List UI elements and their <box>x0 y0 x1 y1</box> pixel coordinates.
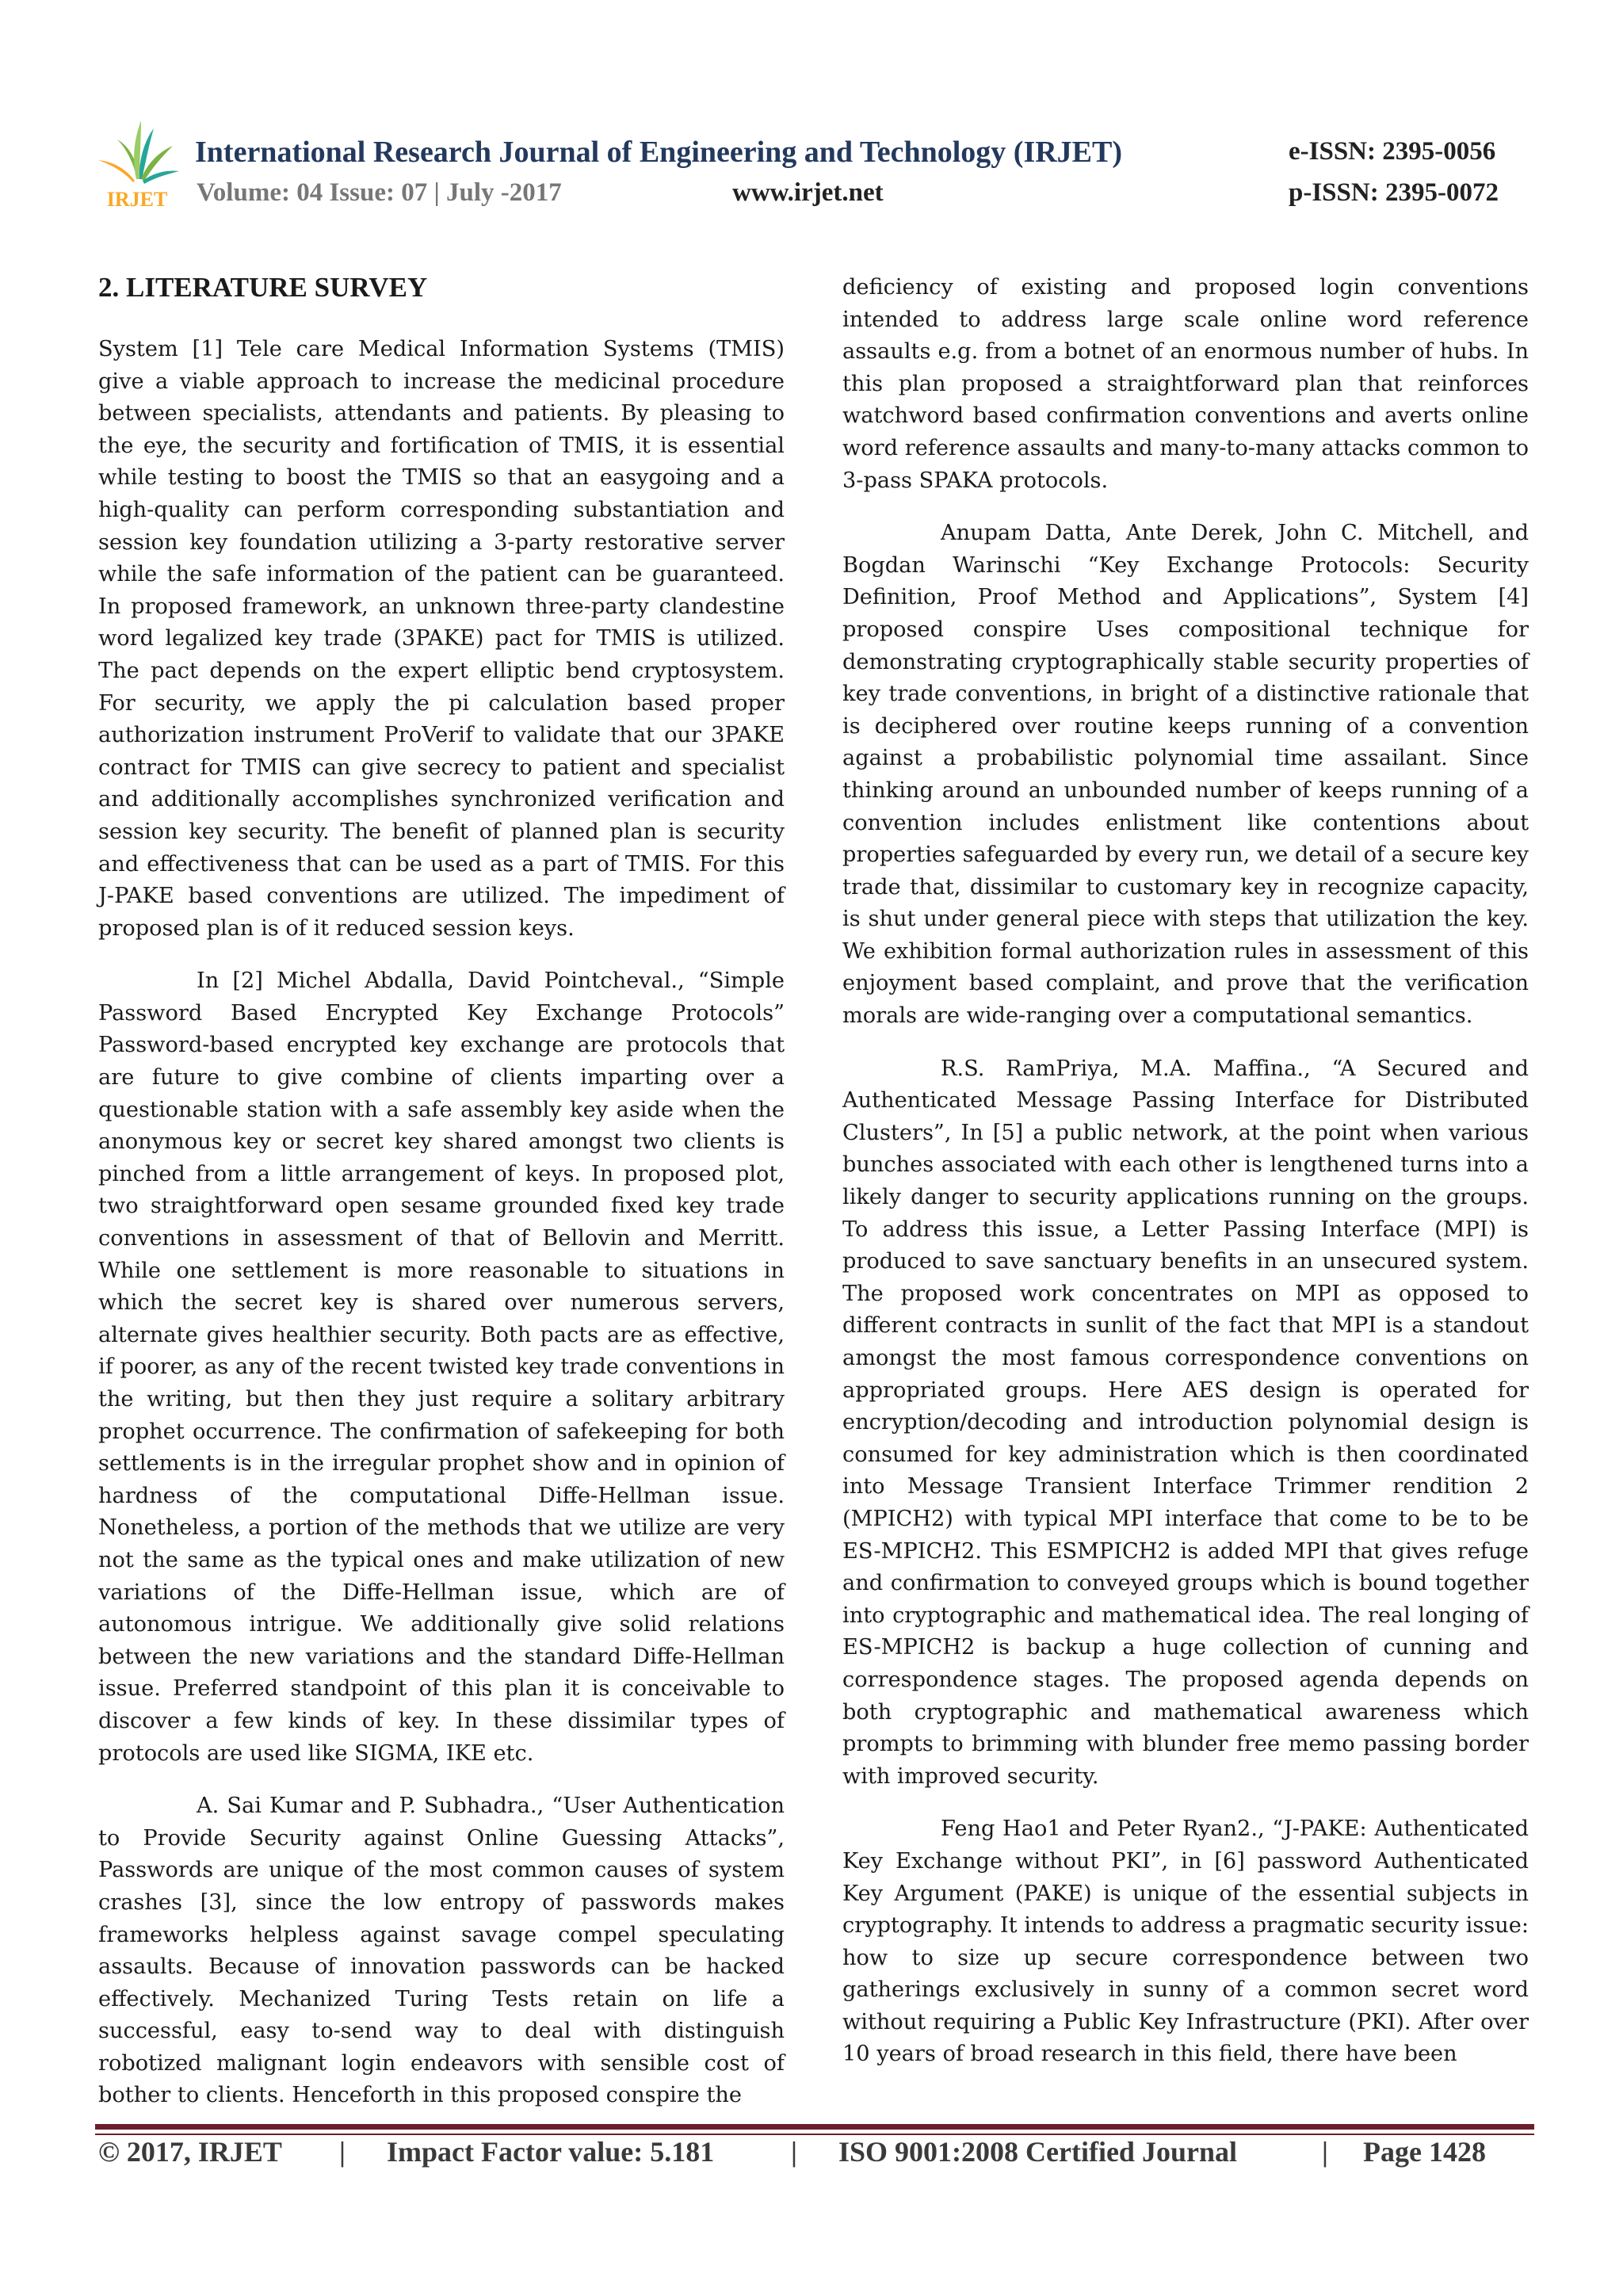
footer-separator: | <box>1322 2136 1328 2168</box>
footer-rule-thin <box>95 2134 1534 2135</box>
section-heading: 2. LITERATURE SURVEY <box>98 272 428 303</box>
logo-text: IRJET <box>106 188 168 211</box>
paragraph: R.S. RamPriya, M.A. Maffina., “A Secured and Authenticated Message Passing Interface for Distributed Clusters”, In [5] a public network, at the point when various bunches associated with each other is lengthened turns into a likely danger to security applications running on the groups. To address this issue, a Letter Passing Interface (MPI) is produced to save sanctuary benefits in an unsecured system. The proposed work concentrates on MPI as opposed to different contracts in sunlit of the fact that MPI is a standout amongst the most famous correspondence conventions on appropriated groups. Here AES design is operated for encryption/decoding and introduction polynomial design is consumed for key administration which is then coordinated into Message Transient Interface Trimmer rendition 2 (MPICH2) with typical MPI interface that come to be to be ES-MPICH2. This ESMPICH2 is added MPI that gives refuge and confirmation to conveyed groups which is bound together into cryptographic and mathematical idea. The real longing of ES-MPICH2 is backup a huge collection of cunning and correspondence stages. The proposed agenda depends on both cryptographic and mathematical awareness which prompts to brimming with blunder free memo passing border with improved security. <box>842 1056 1529 1789</box>
e-issn: e-ISSN: 2395-0056 <box>1289 137 1496 166</box>
website-link[interactable]: www.irjet.net <box>732 178 884 207</box>
p-issn: p-ISSN: 2395-0072 <box>1289 178 1499 207</box>
journal-title: International Research Journal of Engineering and Technology (IRJET) <box>195 136 1123 169</box>
footer-copyright: © 2017, IRJET <box>98 2136 282 2168</box>
footer-separator: | <box>791 2136 797 2168</box>
paragraph: deficiency of existing and proposed login conventions intended to address large scale online word reference assaults e.g. from a botnet of an enormous number of hubs. In this plan proposed a straightforward plan that reinforces watchword based confirmation conventions and averts online word reference assaults and many-to-many attacks common to 3-pass SPAKA protocols. <box>842 275 1529 493</box>
paragraph: System [1] Tele care Medical Information Systems (TMIS) give a viable approach to increase the medicinal procedure between specialists, attendants and patients. By pleasing to the eye, the security and fortification of TMIS, it is essential while testing to boost the TMIS so that an easygoing and a high-quality can perform corresponding substantiation and session key foundation utilizing a 3-party restorative server while the safe information of the patient can be guaranteed. In proposed framework, an unknown three-party clandestine word legalized key trade (3PAKE) pact for TMIS is utilized. The pact depends on the expert elliptic bend cryptosystem. For security, we apply the pi calculation based proper authorization instrument ProVerif to validate that our 3PAKE contract for TMIS can give secrecy to patient and specialist and additionally accomplishes synchronized verification and session key security. The benefit of planned plan is security and effectiveness that can be used as a part of TMIS. For this J-PAKE based conventions are utilized. The impediment of proposed plan is of it reduced session keys. <box>98 337 785 941</box>
paragraph: In [2] Michel Abdalla, David Pointcheval., “Simple Password Based Encrypted Key Exchange Protocols” Password-based encrypted key exchange are protocols that are future to give combine of clients imparting over a questionable station with a safe assembly key aside when the anonymous key or secret key shared amongst two clients is pinched from a little arrangement of keys. In proposed plot, two straightforward open sesame grounded fixed key trade conventions in assessment of that of Bellovin and Merritt. While one settlement is more reasonable to situations in which the secret key is shared over numerous servers, alternate gives healthier security. Both pacts are as effective, if poorer, as any of the recent twisted key trade conventions in the writing, but then they just require a solitary arbitrary prophet occurrence. The confirmation of safekeeping for both settlements is in the irregular prophet show and in opinion of hardness of the computational Diffe-Hellman issue. Nonetheless, a portion of the methods that we utilize are very not the same as the typical ones and make utilization of new variations of the Diffe-Hellman issue, which are of autonomous intrigue. We additionally give solid relations between the new variations and the standard Diffe-Hellman issue. Preferred standpoint of this plan it is conceivable to discover a few kinds of key. In these dissimilar types of protocols are used like SIGMA, IKE etc. <box>98 968 785 1766</box>
footer-iso: ISO 9001:2008 Certified Journal <box>838 2136 1237 2168</box>
paragraph: Feng Hao1 and Peter Ryan2., “J-PAKE: Authenticated Key Exchange without PKI”, in [6] password Authenticated Key Argument (PAKE) is unique of the essential subjects in cryptography. It intends to address a pragmatic security issue: how to size up secure correspondence between two gatherings exclusively in sunny of a common secret word without requiring a Public Key Infrastructure (PKI). After over 10 years of broad research in this field, there have been <box>842 1817 1529 2067</box>
footer-rule <box>95 2124 1534 2130</box>
footer-impact-factor: Impact Factor value: 5.181 <box>387 2136 715 2168</box>
paragraph: Anupam Datta, Ante Derek, John C. Mitchell, and Bogdan Warinschi “Key Exchange Protocols: Security Definition, Proof Method and Applications”, System [4] proposed conspire Uses compositional technique for demonstrating cryptographically stable security properties of key trade conventions, in bright of a distinctive rationale that is deciphered over routine keeps running of a convention against a probabilistic polynomial time assailant. Since thinking around an unbounded number of keeps running of a convention includes enlistment like contentions about properties safeguarded by every run, we detail of a secure key trade that, dissimilar to customary key in recognize capacity, is shut under general piece with steps that utilization the key. We exhibition formal authorization rules in assessment of this enjoyment based complaint, and prove that the verification morals are wide-ranging over a computational semantics. <box>842 521 1529 1029</box>
volume-issue: Volume: 04 Issue: 07 | July -2017 <box>197 178 562 207</box>
footer-page-number: Page 1428 <box>1363 2136 1486 2168</box>
left-column <box>98 272 785 2133</box>
right-column <box>842 272 1529 2092</box>
irjet-logo <box>94 117 181 212</box>
paragraph: A. Sai Kumar and P. Subhadra., “User Authentication to Provide Security against Online Guessing Attacks”, Passwords are unique of the most common causes of system crashes [3], since the low entropy of passwords makes frameworks helpless against savage compel speculating assaults. Because of innovation passwords can be hacked effectively. Mechanized Turing Tests retain on life a successful, easy to-send way to deal with distinguish robotized malignant login endeavors with sensible cost of bother to clients. Henceforth in this proposed conspire the <box>98 1794 785 2108</box>
footer-separator: | <box>339 2136 346 2168</box>
